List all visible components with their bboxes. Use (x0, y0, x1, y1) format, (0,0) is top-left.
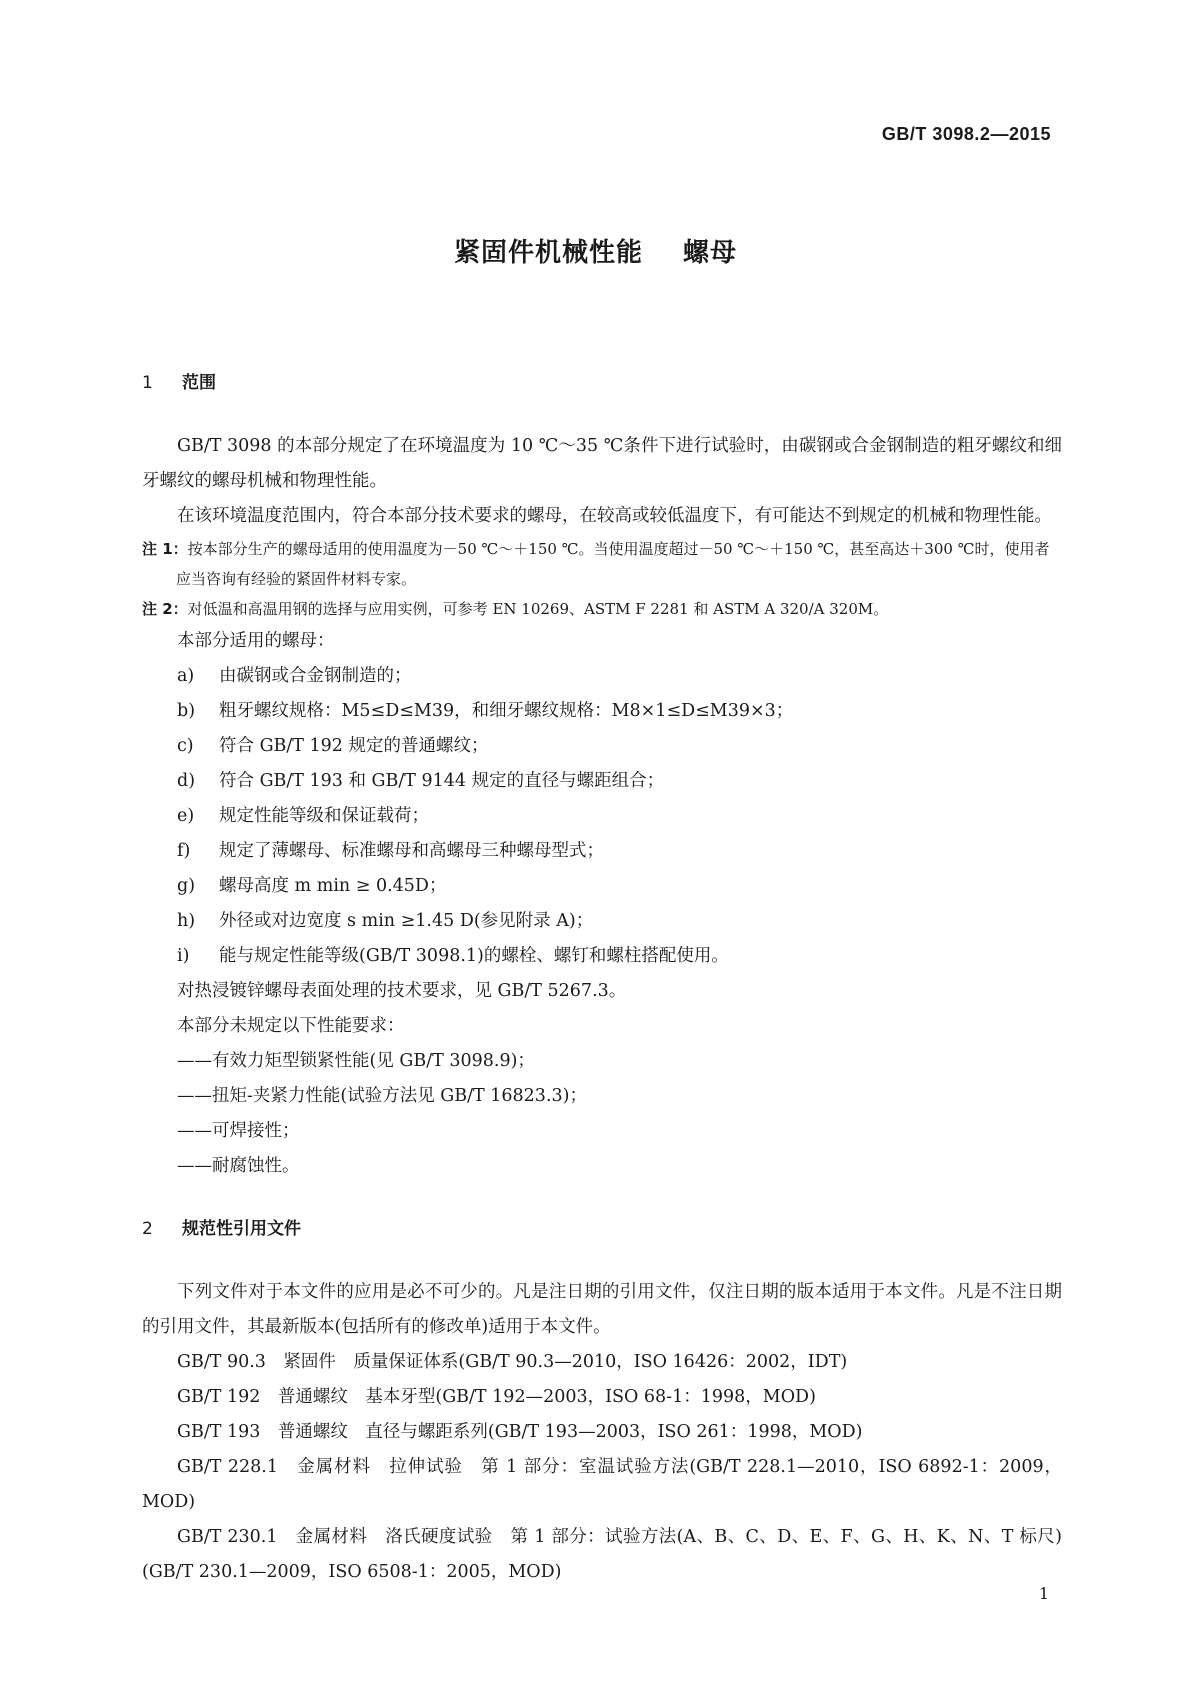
paragraph: 本部分未规定以下性能要求： (177, 1016, 405, 1036)
section-1-heading (142, 368, 1062, 393)
section-number: 1 (142, 373, 153, 393)
section-title: 范围 (182, 373, 216, 393)
title-sub: 螺母 (683, 238, 738, 268)
section-number: 2 (142, 1219, 153, 1239)
page-number: 1 (1038, 1584, 1049, 1603)
list-item (142, 869, 1062, 904)
document-title (0, 232, 1191, 269)
list-text: 外径或对边宽度 s min ≥1.45 D(参见附录 A)； (219, 911, 594, 931)
dash-item: ——可焊接性； (177, 1121, 300, 1141)
list-marker: d) (177, 771, 196, 791)
list-item (142, 694, 1062, 729)
title-main: 紧固件机械性能 (453, 238, 643, 268)
paragraph: 本部分适用的螺母： (177, 631, 335, 651)
dash-item: ——耐腐蚀性。 (177, 1156, 300, 1176)
list-text: 由碳钢或合金钢制造的； (219, 666, 412, 686)
section-title: 规范性引用文件 (182, 1219, 301, 1239)
list-text: 符合 GB/T 192 规定的普通螺纹； (219, 736, 489, 756)
list-marker: b) (177, 701, 196, 721)
list-text: 符合 GB/T 193 和 GB/T 9144 规定的直径与螺距组合； (219, 771, 665, 791)
dash-item: ——扭矩-夹紧力性能(试验方法见 GB/T 16823.3)； (177, 1086, 587, 1106)
note-text: 按本部分生产的螺母适用的使用温度为－50 ℃～＋150 ℃。当使用温度超过－50 ℃～＋150 ℃，甚至高达＋300 ℃时，使用者应当咨询有经验的紧固件材料专家。 (176, 540, 1050, 588)
note-tag: 注 1： (142, 540, 188, 558)
list-item (142, 834, 1062, 869)
list-marker: i) (177, 946, 190, 966)
list-text: 规定了薄螺母、标准螺母和高螺母三种螺母型式； (219, 841, 604, 861)
applicability-list (142, 659, 1062, 974)
list-item (142, 729, 1062, 764)
note-tag: 注 2： (142, 600, 188, 618)
section-2-heading (142, 1214, 1062, 1239)
list-text: 规定性能等级和保证载荷； (219, 806, 429, 826)
dash-item: ——有效力矩型锁紧性能(见 GB/T 3098.9)； (177, 1051, 535, 1071)
note-text: 对低温和高温用钢的选择与应用实例，可参考 EN 10269、ASTM F 2281 和 ASTM A 320/A 320M。 (187, 600, 889, 618)
list-marker: c) (177, 736, 194, 756)
list-text: 螺母高度 m min ≥ 0.45D； (219, 876, 447, 896)
reference-item: GB/T 230.1 金属材料 洛氏硬度试验 第 1 部分：试验方法(A、B、C、D、E、F、G、H、K、N、T 标尺)(GB/T 230.1—2009，ISO 6508-1：2005，MOD) (142, 1527, 1062, 1582)
list-item (142, 939, 1062, 974)
reference-item: GB/T 193 普通螺纹 直径与螺距系列(GB/T 193—2003，ISO 261：1998，MOD) (177, 1422, 863, 1442)
reference-item: GB/T 192 普通螺纹 基本牙型(GB/T 192—2003，ISO 68-1：1998，MOD) (177, 1387, 816, 1407)
list-marker: g) (177, 876, 196, 896)
not-specified-list (142, 1044, 1062, 1184)
standard-number: GB/T 3098.2—2015 (881, 124, 1051, 144)
note-2 (142, 594, 1062, 624)
list-text: 粗牙螺纹规格：M5≤D≤M39，和细牙螺纹规格：M8×1≤D≤M39×3； (219, 701, 794, 721)
note-1 (142, 534, 1062, 594)
list-marker: e) (177, 806, 195, 826)
paragraph: GB/T 3098 的本部分规定了在环境温度为 10 ℃～35 ℃条件下进行试验时，由碳钢或合金钢制造的粗牙螺纹和细牙螺纹的螺母机械和物理性能。 (142, 436, 1062, 491)
list-item (142, 904, 1062, 939)
reference-item: GB/T 90.3 紧固件 质量保证体系(GB/T 90.3—2010，ISO 16426：2002，IDT) (177, 1352, 848, 1372)
paragraph: 下列文件对于本文件的应用是必不可少的。凡是注日期的引用文件，仅注日期的版本适用于本文件。凡是不注日期的引用文件，其最新版本(包括所有的修改单)适用于本文件。 (142, 1282, 1062, 1337)
list-marker: a) (177, 666, 195, 686)
reference-item: GB/T 228.1 金属材料 拉伸试验 第 1 部分：室温试验方法(GB/T 228.1—2010，ISO 6892-1：2009，MOD) (142, 1457, 1062, 1512)
list-text: 能与规定性能等级(GB/T 3098.1)的螺栓、螺钉和螺柱搭配使用。 (219, 946, 729, 966)
reference-list (142, 1345, 1062, 1590)
document-body (142, 368, 1062, 1590)
paragraph: 对热浸镀锌螺母表面处理的技术要求，见 GB/T 5267.3。 (177, 981, 627, 1001)
paragraph: 在该环境温度范围内，符合本部分技术要求的螺母，在较高或较低温度下，有可能达不到规定的机械和物理性能。 (177, 506, 1052, 526)
list-marker: h) (177, 911, 196, 931)
list-item (142, 659, 1062, 694)
list-item (142, 799, 1062, 834)
list-marker: f) (177, 841, 191, 861)
list-item (142, 764, 1062, 799)
